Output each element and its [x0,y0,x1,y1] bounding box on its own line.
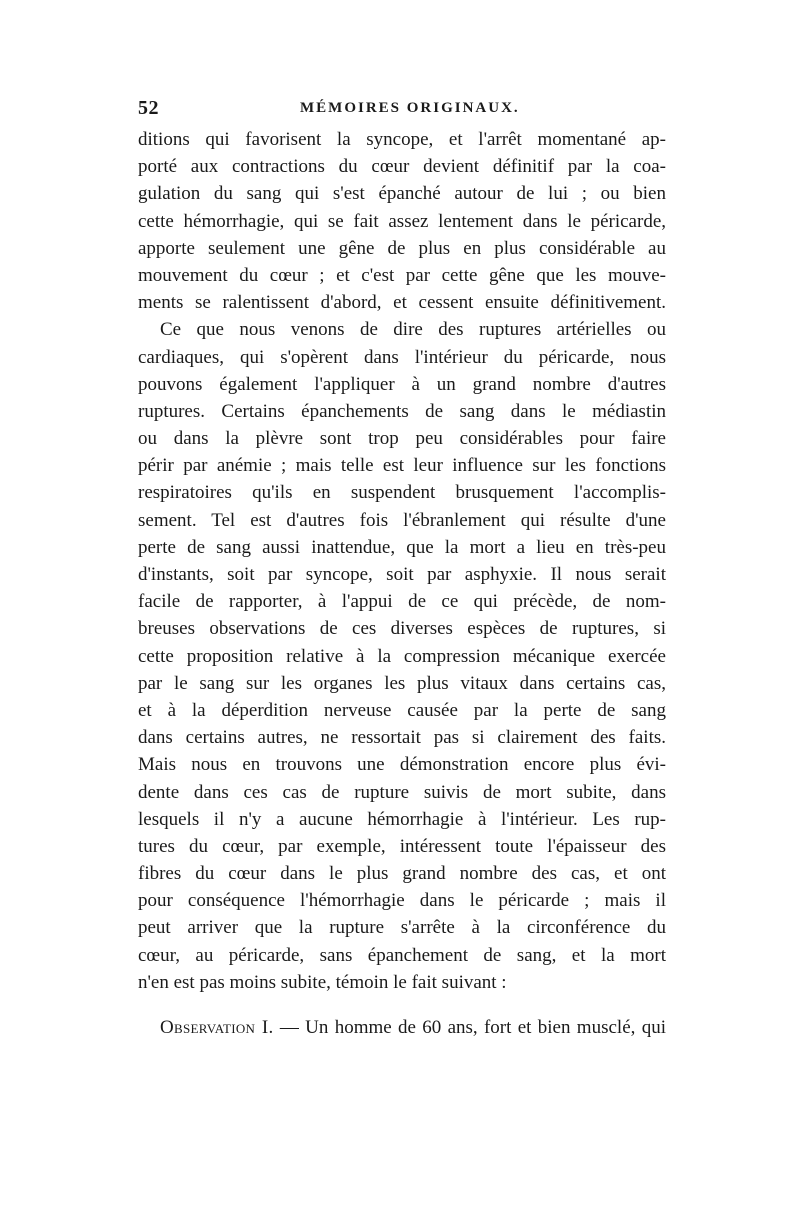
text-line: fibres du cœur dans le plus grand nombre des cas, et ont [138,863,666,885]
text-line: porté aux contractions du cœur devient définitif par la coa- [138,156,666,178]
text-line: dans certains autres, ne ressortait pas si clairement des faits. [138,727,666,749]
text-line: pour conséquence l'hémorrhagie dans le péricarde ; mais il [138,890,666,912]
page-number: 52 [138,97,159,119]
observation-heading [160,1014,666,1041]
observation-label: Observation I. [160,1017,274,1038]
text-line: apporte seulement une gêne de plus en plus considérable au [138,237,666,259]
text-line: Mais nous en trouvons une démonstration encore plus évi- [138,754,666,776]
running-head [138,97,668,121]
text-line: cardiaques, qui s'opèrent dans l'intérieur du péricarde, nous [138,346,666,368]
text-line: mouvement du cœur ; et c'est par cette gêne que les mouve- [138,264,666,286]
text-line: cœur, au péricarde, sans épanchement de sang, et la mort [138,944,666,966]
text-line: tures du cœur, par exemple, intéressent toute l'épaisseur des [138,835,666,857]
text-line: pouvons également l'appliquer à un grand nombre d'autres [138,373,666,395]
text-line: perte de sang aussi inattendue, que la mort a lieu en très-peu [138,536,666,558]
running-title: MÉMOIRES ORIGINAUX. [300,100,520,116]
text-line: n'en est pas moins subite, témoin le fait suivant : [138,971,507,993]
text-line: ditions qui favorisent la syncope, et l'arrêt momentané ap- [138,129,666,150]
body-text [138,126,666,996]
text-line: facile de rapporter, à l'appui de ce qui précède, de nom- [138,591,666,613]
text-line: ou dans la plèvre sont trop peu considérables pour faire [138,428,666,450]
text-line: périr par anémie ; mais telle est leur influence sur les fonctions [138,455,666,477]
text-line: breuses observations de ces diverses espèces de ruptures, si [138,618,666,640]
text-line: sement. Tel est d'autres fois l'ébranlement qui résulte d'une [138,509,666,531]
observation-text: — Un homme de 60 ans, fort et bien musclé, qui [273,1017,666,1038]
text-line: lesquels il n'y a aucune hémorrhagie à l'intérieur. Les rup- [138,808,666,830]
text-line: respiratoires qu'ils en suspendent brusquement l'accomplis- [138,482,666,504]
text-line: Ce que nous venons de dire des ruptures artérielles ou [160,319,666,341]
text-line: gulation du sang qui s'est épanché autour de lui ; ou bien [138,183,666,205]
text-line: ruptures. Certains épanchements de sang dans le médiastin [138,400,666,422]
text-line: ments se ralentissent d'abord, et cessent ensuite définitivement. [138,292,666,314]
text-line: cette proposition relative à la compression mécanique exercée [138,645,666,667]
text-line: et à la déperdition nerveuse causée par la perte de sang [138,699,666,721]
text-line: dente dans ces cas de rupture suivis de mort subite, dans [138,781,666,803]
text-line: cette hémorrhagie, qui se fait assez lentement dans le péricarde, [138,210,666,232]
text-line: peut arriver que la rupture s'arrête à la circonférence du [138,917,666,939]
text-line: d'instants, soit par syncope, soit par asphyxie. Il nous serait [138,564,666,585]
text-line: par le sang sur les organes les plus vitaux dans certains cas, [138,672,666,694]
